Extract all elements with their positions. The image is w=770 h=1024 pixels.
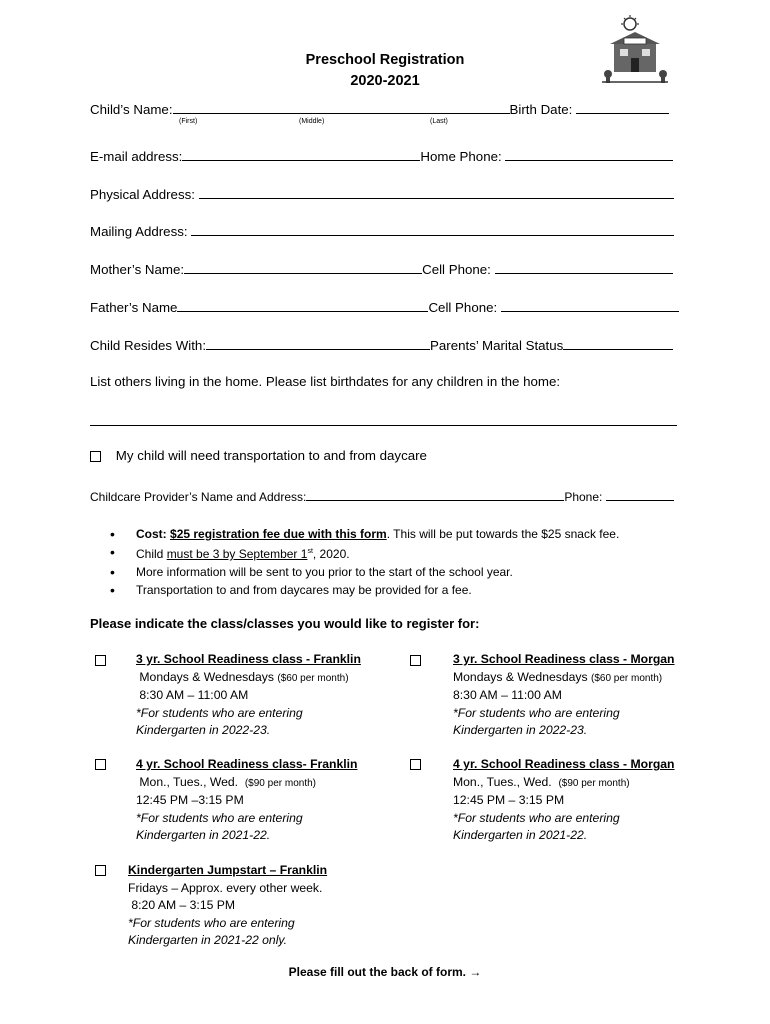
transport-label: My child will need transportation to and from daycare xyxy=(115,448,427,463)
provider-field[interactable] xyxy=(306,489,564,501)
mailing-address-row xyxy=(90,222,674,239)
class-checkbox-4yr-franklin[interactable] xyxy=(95,759,106,770)
class-checkbox-4yr-morgan[interactable] xyxy=(410,759,421,770)
class-checkbox-kindergarten-jumpstart[interactable] xyxy=(95,865,106,876)
physical-address-row xyxy=(90,185,674,202)
list-item: • More information will be sent to you prior to the start of the school year. xyxy=(110,563,619,581)
list-item: • Child must be 3 by September 1st, 2020. xyxy=(110,543,619,563)
email-row xyxy=(90,147,673,164)
provider-label: Childcare Provider’s Name and Address: xyxy=(90,490,307,504)
mother-cell-phone-field[interactable] xyxy=(495,260,673,274)
list-others-field[interactable] xyxy=(90,425,677,426)
father-row xyxy=(90,298,679,315)
birth-date-field[interactable] xyxy=(576,100,669,114)
child-name-label: Child’s Name: xyxy=(90,102,173,117)
mother-cell-phone-label: Cell Phone: xyxy=(422,262,491,277)
middle-name-hint: (Middle) xyxy=(299,118,325,125)
first-name-hint: (First) xyxy=(179,118,198,125)
mothers-name-label: Mother’s Name: xyxy=(90,262,185,277)
form-title: Preschool Registration xyxy=(305,52,465,68)
mother-row xyxy=(90,260,673,277)
mothers-name-field[interactable] xyxy=(184,260,422,274)
home-phone-field[interactable] xyxy=(505,147,673,161)
footer-note: Please fill out the back of form. → xyxy=(288,965,482,979)
fathers-name-label: Father’s Name xyxy=(90,300,178,315)
father-cell-phone-field[interactable] xyxy=(501,298,679,312)
list-item: • Cost: $25 registration fee due with this form. This will be put towards the $25 snack fee. xyxy=(110,525,619,543)
fathers-name-field[interactable] xyxy=(177,298,428,312)
birth-date-label: Birth Date: xyxy=(509,102,573,117)
father-cell-phone-label: Cell Phone: xyxy=(428,300,498,315)
email-field[interactable] xyxy=(182,147,420,161)
child-resides-label: Child Resides With: xyxy=(90,338,207,353)
physical-address-label: Physical Address: xyxy=(90,187,195,202)
transport-row xyxy=(90,448,427,463)
email-label: E-mail address: xyxy=(90,149,183,164)
class-option-kindergarten-jumpstart: Kindergarten Jumpstart – Franklin Fridays – Approx. every other week. 8:20 AM – 3:15 PM *For students who are entering Kindergarten in 2021-22 only. xyxy=(128,863,328,947)
class-checkbox-3yr-morgan[interactable] xyxy=(410,655,421,666)
provider-phone-field[interactable] xyxy=(606,489,674,501)
class-option-3yr-franklin: 3 yr. School Readiness class - Franklin Mondays & Wednesdays ($60 per month) 8:30 AM – 11:00 AM *For students who are entering Kindergarten in 2022-23. xyxy=(136,652,361,737)
class-checkbox-3yr-franklin[interactable] xyxy=(95,655,106,666)
provider-phone-label: Phone: xyxy=(564,490,603,504)
mailing-address-label: Mailing Address: xyxy=(90,224,188,239)
mailing-address-field[interactable] xyxy=(191,222,674,236)
marital-status-field[interactable] xyxy=(563,336,673,350)
home-phone-label: Home Phone: xyxy=(420,149,502,164)
list-others-label: List others living in the home. Please list birthdates for any children in the home: xyxy=(90,374,561,389)
physical-address-field[interactable] xyxy=(199,185,674,199)
school-year: 2020-2021 xyxy=(350,73,420,89)
child-name-field[interactable] xyxy=(173,100,510,114)
last-name-hint: (Last) xyxy=(430,118,448,125)
class-option-4yr-franklin: 4 yr. School Readiness class- Franklin Mon., Tues., Wed. ($90 per month) 12:45 PM –3:15 PM *For students who are entering Kindergarten in 2021-22. xyxy=(136,757,358,842)
provider-row xyxy=(90,489,674,504)
marital-status-label: Parents’ Marital Status xyxy=(430,338,564,353)
info-list xyxy=(110,525,619,599)
classes-heading: Please indicate the class/classes you would like to register for: xyxy=(90,616,480,631)
list-item: • Transportation to and from daycares may be provided for a fee. xyxy=(110,581,619,599)
child-name-row xyxy=(90,100,669,117)
class-option-3yr-morgan: 3 yr. School Readiness class - Morgan Mondays & Wednesdays ($60 per month) 8:30 AM – 11:00 AM *For students who are entering Kindergarten in 2022-23. xyxy=(453,652,675,737)
transport-checkbox[interactable] xyxy=(90,451,101,462)
child-resides-field[interactable] xyxy=(206,336,430,350)
class-option-4yr-morgan: 4 yr. School Readiness class - Morgan Mon., Tues., Wed. ($90 per month) 12:45 PM – 3:15 PM *For students who are entering Kindergarten in 2021-22. xyxy=(453,757,675,842)
resides-row xyxy=(90,336,673,353)
